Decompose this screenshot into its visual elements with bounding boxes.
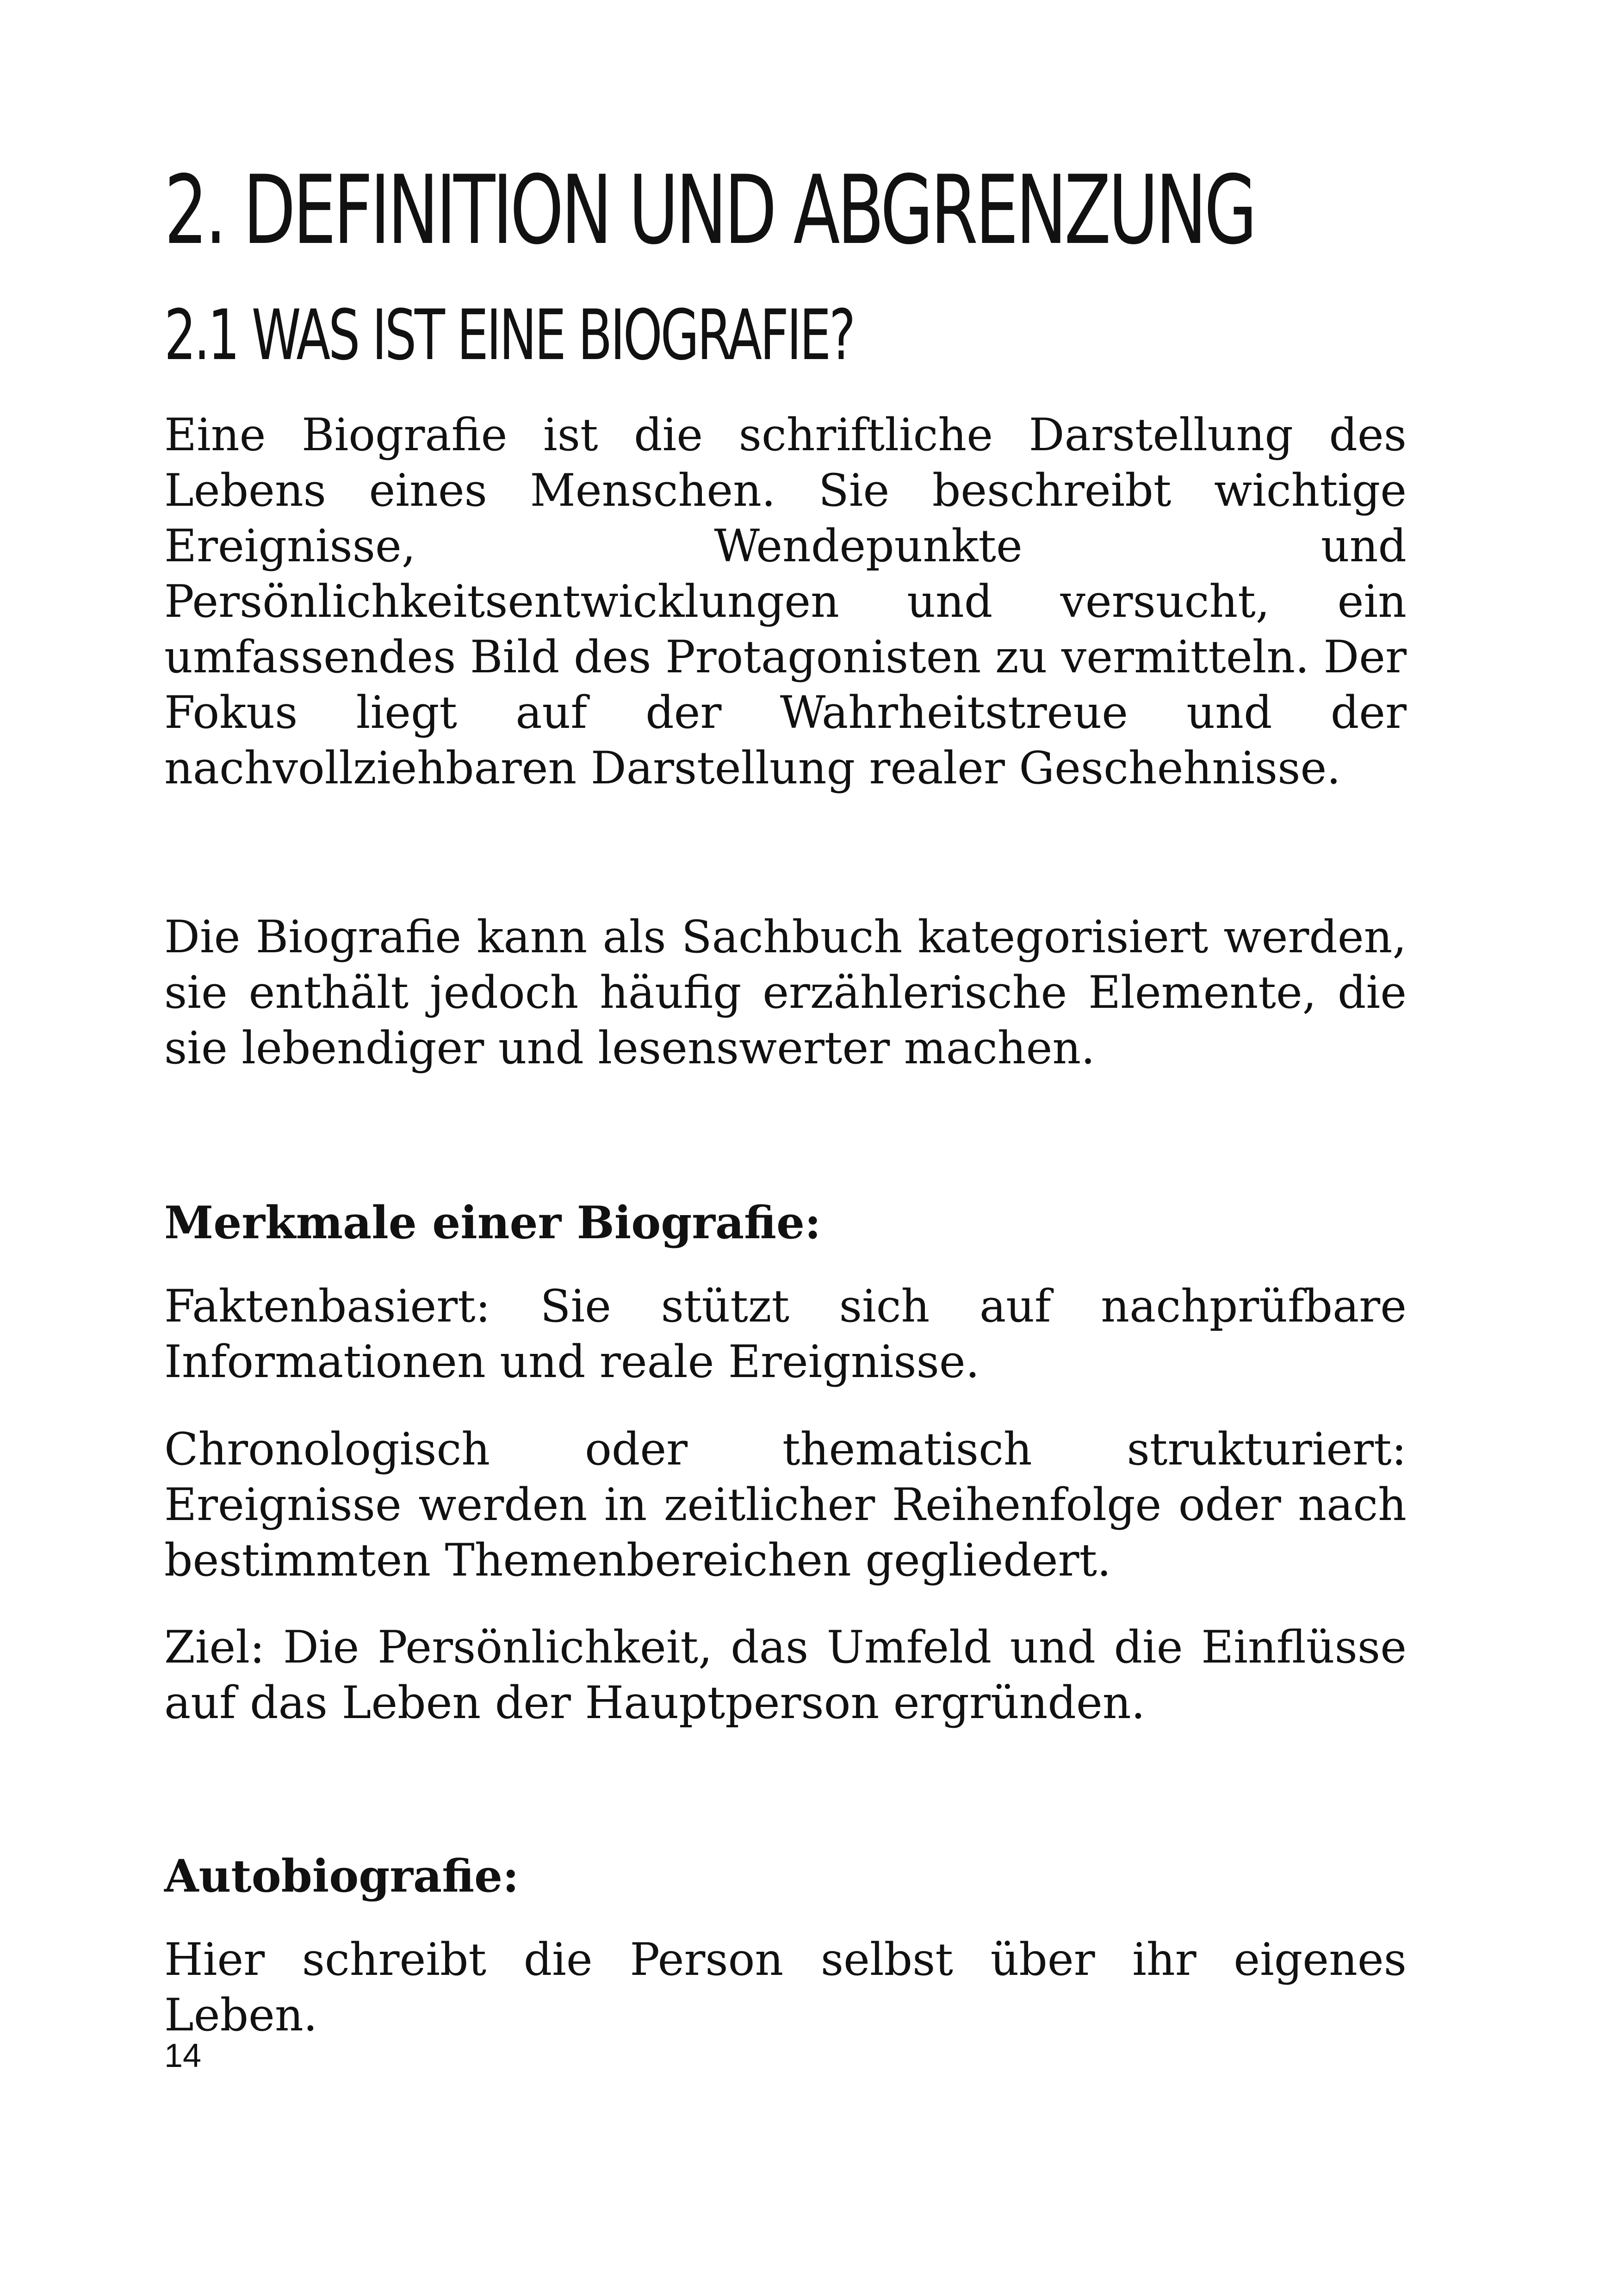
features-heading: Merkmale einer Biografie:: [164, 1197, 821, 1249]
chapter-heading: 2. DEFINITION UND ABGRENZUNG: [164, 155, 1255, 266]
autobiography-heading: Autobiografie:: [164, 1850, 519, 1902]
feature-goal: Ziel: Die Persönlichkeit, das Umfeld und die Einflüsse auf das Leben der Hauptperson ergründen.: [164, 1621, 1407, 1729]
section-heading: 2.1 WAS IST EINE BIOGRAFIE?: [164, 295, 854, 376]
autobiography-text: Hier schreibt die Person selbst über ihr eigenes Leben.: [164, 1934, 1407, 2041]
feature-structured: Chronologisch oder thematisch strukturiert: Ereignisse werden in zeitlicher Reihenfolge oder nach bestimmten Themenbereichen gegliedert.: [164, 1423, 1407, 1586]
feature-fact-based: Faktenbasiert: Sie stützt sich auf nachprüfbare Informationen und reale Ereignisse.: [164, 1280, 1407, 1388]
page-number: 14: [164, 2037, 202, 2074]
category-paragraph: Die Biografie kann als Sachbuch kategorisiert werden, sie enthält jedoch häufig erzählerische Elemente, die sie lebendiger und lesenswerter machen.: [164, 911, 1407, 1074]
intro-paragraph: Eine Biografie ist die schriftliche Darstellung des Lebens eines Menschen. Sie beschreibt wichtige Ereignisse, Wendepunkte und Persönlichkeitsentwicklungen und versucht, ein umfassendes Bild des Protagonisten zu vermitteln. Der Fokus liegt auf der Wahrheitstreue und der nachvollziehbaren Darstellung realer Geschehnisse.: [164, 409, 1407, 794]
